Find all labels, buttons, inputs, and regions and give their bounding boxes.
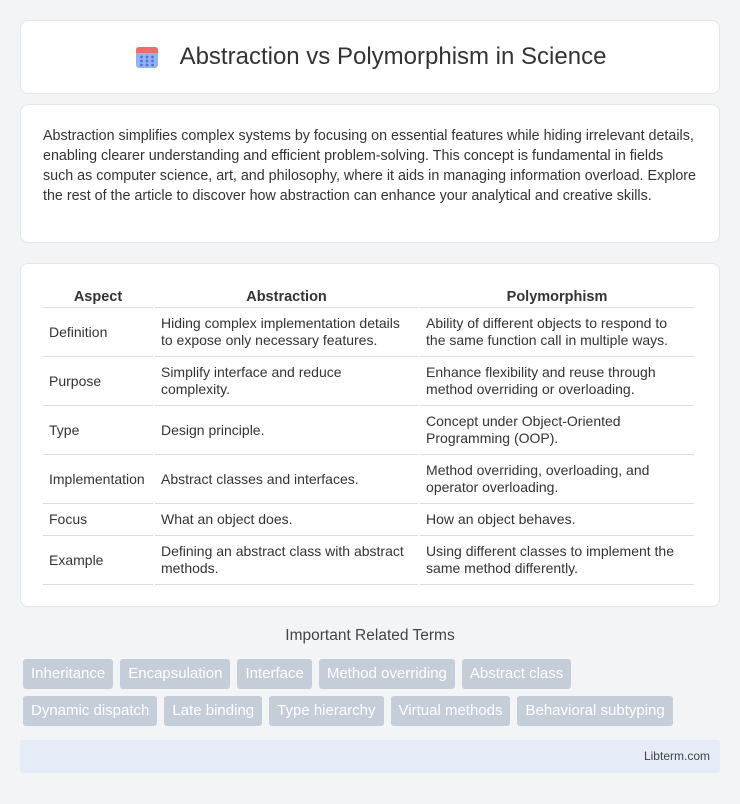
- related-terms-title: Important Related Terms: [285, 627, 455, 644]
- tag-dynamic-dispatch[interactable]: Dynamic dispatch: [23, 696, 157, 726]
- intro-card: [20, 104, 720, 243]
- table-cell: Ability of different objects to respond to the same function call in multiple ways.: [420, 308, 694, 357]
- calendar-icon: [134, 44, 160, 70]
- table-cell: Concept under Object-Oriented Programming (OOP).: [420, 406, 694, 455]
- table-cell: Focus: [43, 504, 153, 536]
- table-cell: Purpose: [43, 357, 153, 406]
- table-row: [43, 357, 694, 406]
- footer: [20, 740, 720, 773]
- tag-method-overriding[interactable]: Method overriding: [319, 659, 455, 689]
- table-header-row: [43, 283, 694, 308]
- tag-row: [23, 659, 723, 689]
- tag-type-hierarchy[interactable]: Type hierarchy: [269, 696, 383, 726]
- table-cell: Hiding complex implementation details to expose only necessary features.: [155, 308, 418, 357]
- table-row: [43, 455, 694, 504]
- table-cell: Example: [43, 536, 153, 585]
- footer-brand[interactable]: Libterm.com: [643, 749, 710, 763]
- table-row: [43, 504, 694, 536]
- table-row: [43, 308, 694, 357]
- tag-row: [23, 696, 723, 726]
- intro-text: Abstraction simplifies complex systems by focusing on essential features while hiding irrelevant details, enabling clearer understanding and efficient problem-solving. This concept is fundamental in fields such as computer science, art, and philosophy, where it aids in managing information overload. Explore the rest of the article to discover how abstraction can enhance your analytical and creative skills.: [43, 128, 696, 204]
- table-cell: Type: [43, 406, 153, 455]
- tag-virtual-methods[interactable]: Virtual methods: [391, 696, 511, 726]
- related-terms-list: [23, 659, 723, 733]
- tag-encapsulation[interactable]: Encapsulation: [120, 659, 230, 689]
- tag-inheritance[interactable]: Inheritance: [23, 659, 113, 689]
- table-cell: Simplify interface and reduce complexity.: [155, 357, 418, 406]
- page-title: Abstraction vs Polymorphism in Science: [179, 43, 607, 70]
- table-cell: Definition: [43, 308, 153, 357]
- table-row: [43, 536, 694, 585]
- tag-late-binding[interactable]: Late binding: [164, 696, 262, 726]
- comparison-table: [41, 283, 696, 585]
- table-cell: Design principle.: [155, 406, 418, 455]
- column-header: Aspect: [43, 283, 153, 308]
- table-cell: Enhance flexibility and reuse through method overriding or overloading.: [420, 357, 694, 406]
- table-cell: Method overriding, overloading, and operator overloading.: [420, 455, 694, 504]
- tag-behavioral-subtyping[interactable]: Behavioral subtyping: [517, 696, 672, 726]
- column-header: Abstraction: [155, 283, 418, 308]
- table-cell: What an object does.: [155, 504, 418, 536]
- tag-abstract-class[interactable]: Abstract class: [462, 659, 571, 689]
- tag-interface[interactable]: Interface: [237, 659, 311, 689]
- table-cell: Abstract classes and interfaces.: [155, 455, 418, 504]
- title-card: [20, 20, 720, 94]
- table-row: [43, 406, 694, 455]
- table-cell: Defining an abstract class with abstract methods.: [155, 536, 418, 585]
- column-header: Polymorphism: [420, 283, 694, 308]
- table-cell: Implementation: [43, 455, 153, 504]
- table-cell: Using different classes to implement the same method differently.: [420, 536, 694, 585]
- comparison-table-card: [20, 263, 720, 607]
- table-cell: How an object behaves.: [420, 504, 694, 536]
